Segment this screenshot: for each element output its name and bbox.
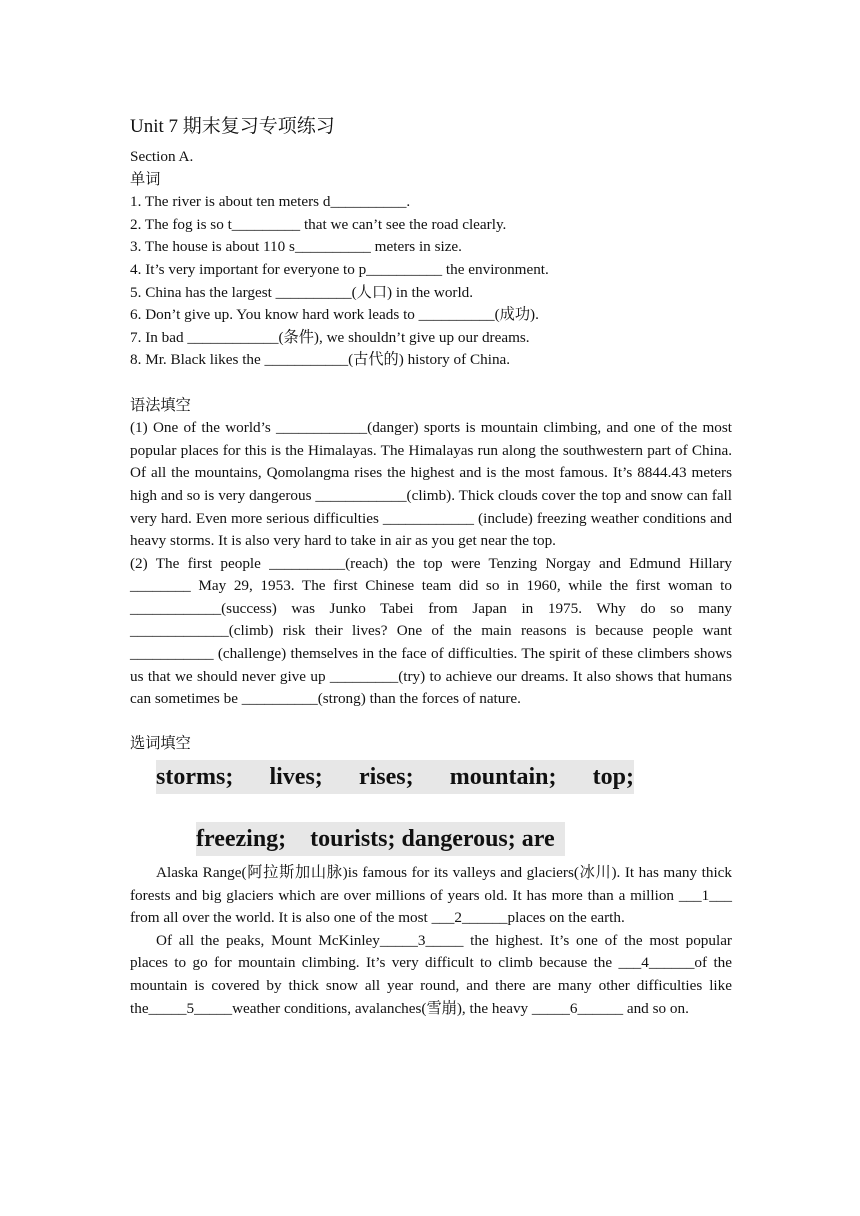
vocab-item: 4. It’s very important for everyone to p__________ the environment. bbox=[130, 260, 549, 278]
word-box-word: mountain; bbox=[449, 764, 557, 791]
word-box-line-1 bbox=[156, 760, 634, 794]
vocab-list bbox=[130, 191, 732, 372]
vocab-item: 8. Mr. Black likes the ___________(古代的) history of China. bbox=[130, 351, 511, 369]
vocab-item: 6. Don’t give up. You know hard work leads to __________(成功). bbox=[130, 306, 539, 324]
worksheet bbox=[130, 112, 732, 1020]
cloze-passage-2: Of all the peaks, Mount McKinley_____3_____ the highest. It’s one of the most popular places to go for mountain climbing. It’s very difficult to climb because the ___4______of the mountain is covered by thick snow all year round, and there are many other difficulties like the_____5_____weather conditions, avalanches(雪崩), the heavy _____6______ and so on. bbox=[130, 931, 732, 1017]
vocab-heading: 单词 bbox=[130, 170, 161, 188]
vocab-item: 1. The river is about ten meters d__________. bbox=[130, 193, 411, 211]
vocab-item: 3. The house is about 110 s__________ meters in size. bbox=[130, 238, 462, 256]
spacer bbox=[130, 711, 732, 734]
word-box-word: lives; bbox=[269, 764, 323, 791]
grammar-heading: 语法填空 bbox=[130, 396, 191, 414]
section-label: Section A. bbox=[130, 148, 194, 165]
word-box bbox=[156, 760, 732, 862]
vocab-item: 5. China has the largest __________(人口) in the world. bbox=[130, 283, 474, 301]
grammar-passage-2: (2) The first people __________(reach) the top were Tenzing Norgay and Edmund Hillary ________ May 29, 1953. The first Chinese team did so in 1960, while the first woman to ____________(success) was Junko Tabei from Japan in 1975. Why do so many _____________(climb) risk their lives? One of the main reasons is because people want ___________ (challenge) themselves in the face of difficulties. The spirit of these climbers shows us that we should never give up _________(try) to achieve our dreams. It also shows that humans can sometimes be __________(strong) than the forces of nature. bbox=[130, 554, 732, 708]
page-title: Unit 7 期末复习专项练习 bbox=[130, 116, 335, 137]
word-box-word: top; bbox=[592, 764, 634, 791]
cloze-heading: 选词填空 bbox=[130, 735, 191, 753]
grammar-passage-1: (1) One of the world’s ____________(danger) sports is mountain climbing, and one of the most popular places for this is the Himalayas. The Himalayas run along the southwestern part of China. Of all the mountains, Qomolangma rises the highest and is the most famous. It’s 8844.43 meters high and so is very dangerous ____________(climb). Thick clouds cover the top and snow can fall very hard. Even more serious difficulties ____________ (include) freezing weather conditions and heavy storms. It is also very hard to take in air as you get near the top. bbox=[130, 419, 732, 550]
word-box-line-2: freezing; tourists; dangerous; are bbox=[196, 822, 565, 856]
cloze-passage-1: Alaska Range(阿拉斯加山脉)is famous for its valleys and glaciers(冰川). It has many thick forests and big glaciers which are over millions of years old. It has more than a million ___1___ from all over the world. It is also one of the most ___2______places on the earth. bbox=[130, 864, 732, 927]
spacer bbox=[130, 372, 732, 395]
vocab-item: 2. The fog is so t_________ that we can’t see the road clearly. bbox=[130, 215, 507, 233]
vocab-item: 7. In bad ____________(条件), we shouldn’t give up our dreams. bbox=[130, 328, 530, 346]
word-box-word: rises; bbox=[358, 764, 414, 791]
word-box-word: storms; bbox=[156, 764, 234, 791]
